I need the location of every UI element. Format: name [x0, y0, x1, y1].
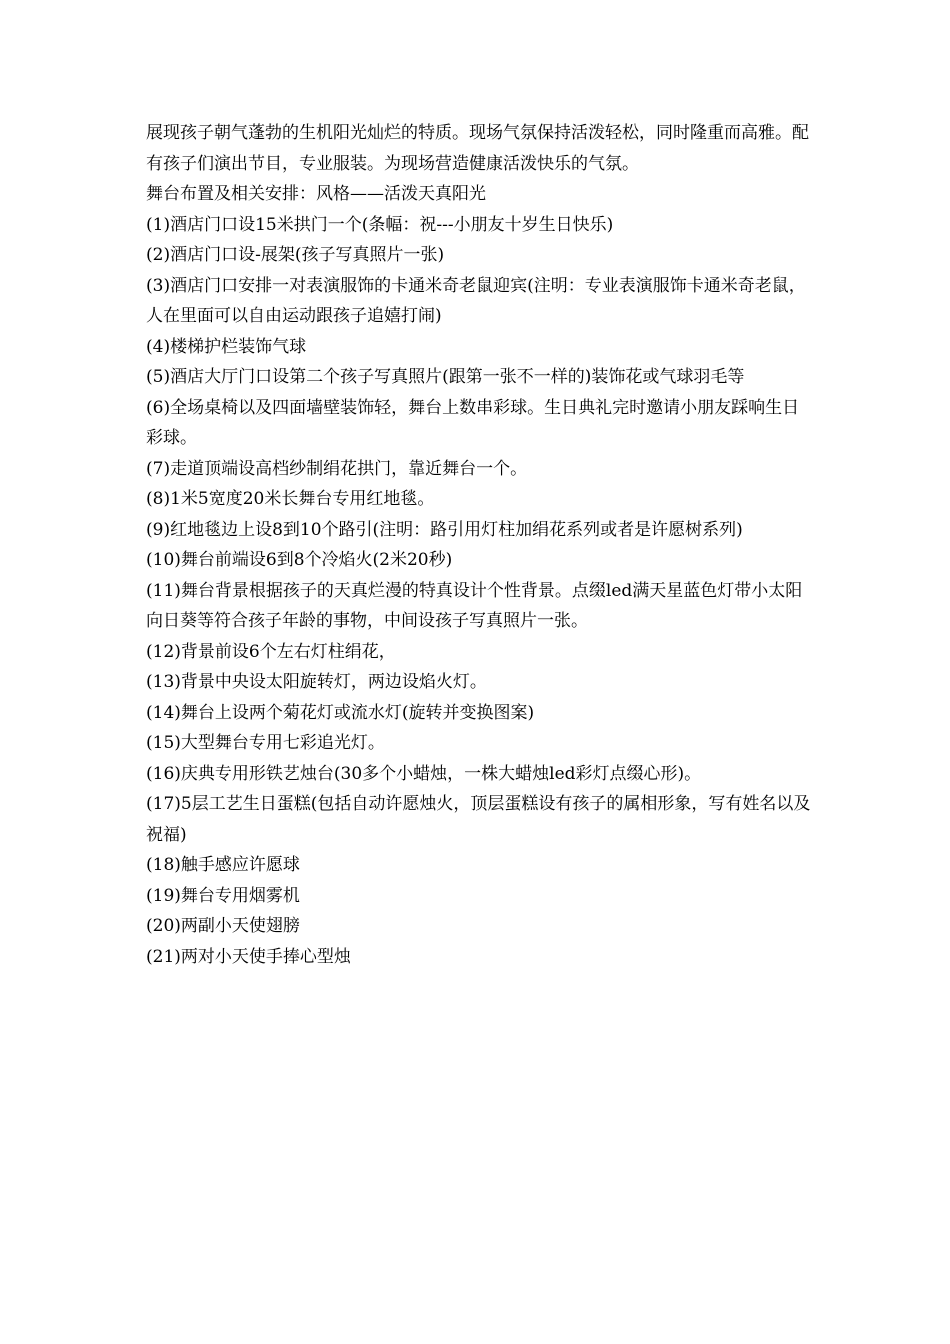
list-item-15: (15)大型舞台专用七彩追光灯。 — [146, 733, 385, 753]
paragraph-intro: 展现孩子朝气蓬勃的生机阳光灿烂的特质。现场气氛保持活泼轻松，同时隆重而高雅。配有孩子们演出节目，专业服装。为现场营造健康活泼快乐的气氛。 — [146, 123, 809, 174]
list-item-9: (9)红地毯边上设8到10个路引(注明：路引用灯柱加绢花系列或者是许愿树系列) — [146, 519, 743, 540]
document-page — [146, 118, 812, 972]
list-item-2: (2)酒店门口设-展架(孩子写真照片一张) — [146, 245, 445, 265]
list-item-3: (3)酒店门口安排一对表演服饰的卡通米奇老鼠迎宾(注明：专业表演服饰卡通米奇老鼠，人在里面可以自由运动跟孩子追嬉打闹) — [146, 275, 806, 326]
list-item-13: (13)背景中央设太阳旋转灯，两边设焰火灯。 — [146, 672, 487, 692]
list-item-18: (18)触手感应许愿球 — [146, 855, 300, 875]
list-item-11: (11)舞台背景根据孩子的天真烂漫的特真设计个性背景。点缀led满天星蓝色灯带小太阳向日葵等符合孩子年龄的事物，中间设孩子写真照片一张。 — [146, 580, 803, 631]
list-item-10: (10)舞台前端设6到8个冷焰火(2米20秒) — [146, 550, 453, 570]
list-item-20: (20)两副小天使翅膀 — [146, 916, 300, 936]
list-item-6: (6)全场桌椅以及四面墙壁装饰轻，舞台上数串彩球。生日典礼完时邀请小朋友踩响生日彩球。 — [146, 397, 800, 448]
paragraph-stage-heading: 舞台布置及相关安排：风格——活泼天真阳光 — [146, 184, 486, 204]
list-item-14: (14)舞台上设两个菊花灯或流水灯(旋转并变换图案) — [146, 702, 535, 723]
list-item-19: (19)舞台专用烟雾机 — [146, 885, 300, 906]
list-item-17: (17)5层工艺生日蛋糕(包括自动许愿烛火，顶层蛋糕设有孩子的属相形象，写有姓名以及祝福) — [146, 794, 811, 845]
list-item-21: (21)两对小天使手捧心型烛 — [146, 946, 351, 967]
list-item-8: (8)1米5宽度20米长舞台专用红地毯。 — [146, 489, 435, 509]
list-item-16: (16)庆典专用形铁艺烛台(30多个小蜡烛，一株大蜡烛led彩灯点缀心形)。 — [146, 763, 702, 784]
list-item-4: (4)楼梯护栏装饰气球 — [146, 336, 307, 357]
list-item-5: (5)酒店大厅门口设第二个孩子写真照片(跟第一张不一样的)装饰花或气球羽毛等 — [146, 367, 745, 387]
list-item-7: (7)走道顶端设高档纱制绢花拱门，靠近舞台一个。 — [146, 458, 528, 479]
list-item-1: (1)酒店门口设15米拱门一个(条幅：祝---小朋友十岁生日快乐) — [146, 214, 614, 235]
list-item-12: (12)背景前设6个左右灯柱绢花， — [146, 641, 396, 662]
